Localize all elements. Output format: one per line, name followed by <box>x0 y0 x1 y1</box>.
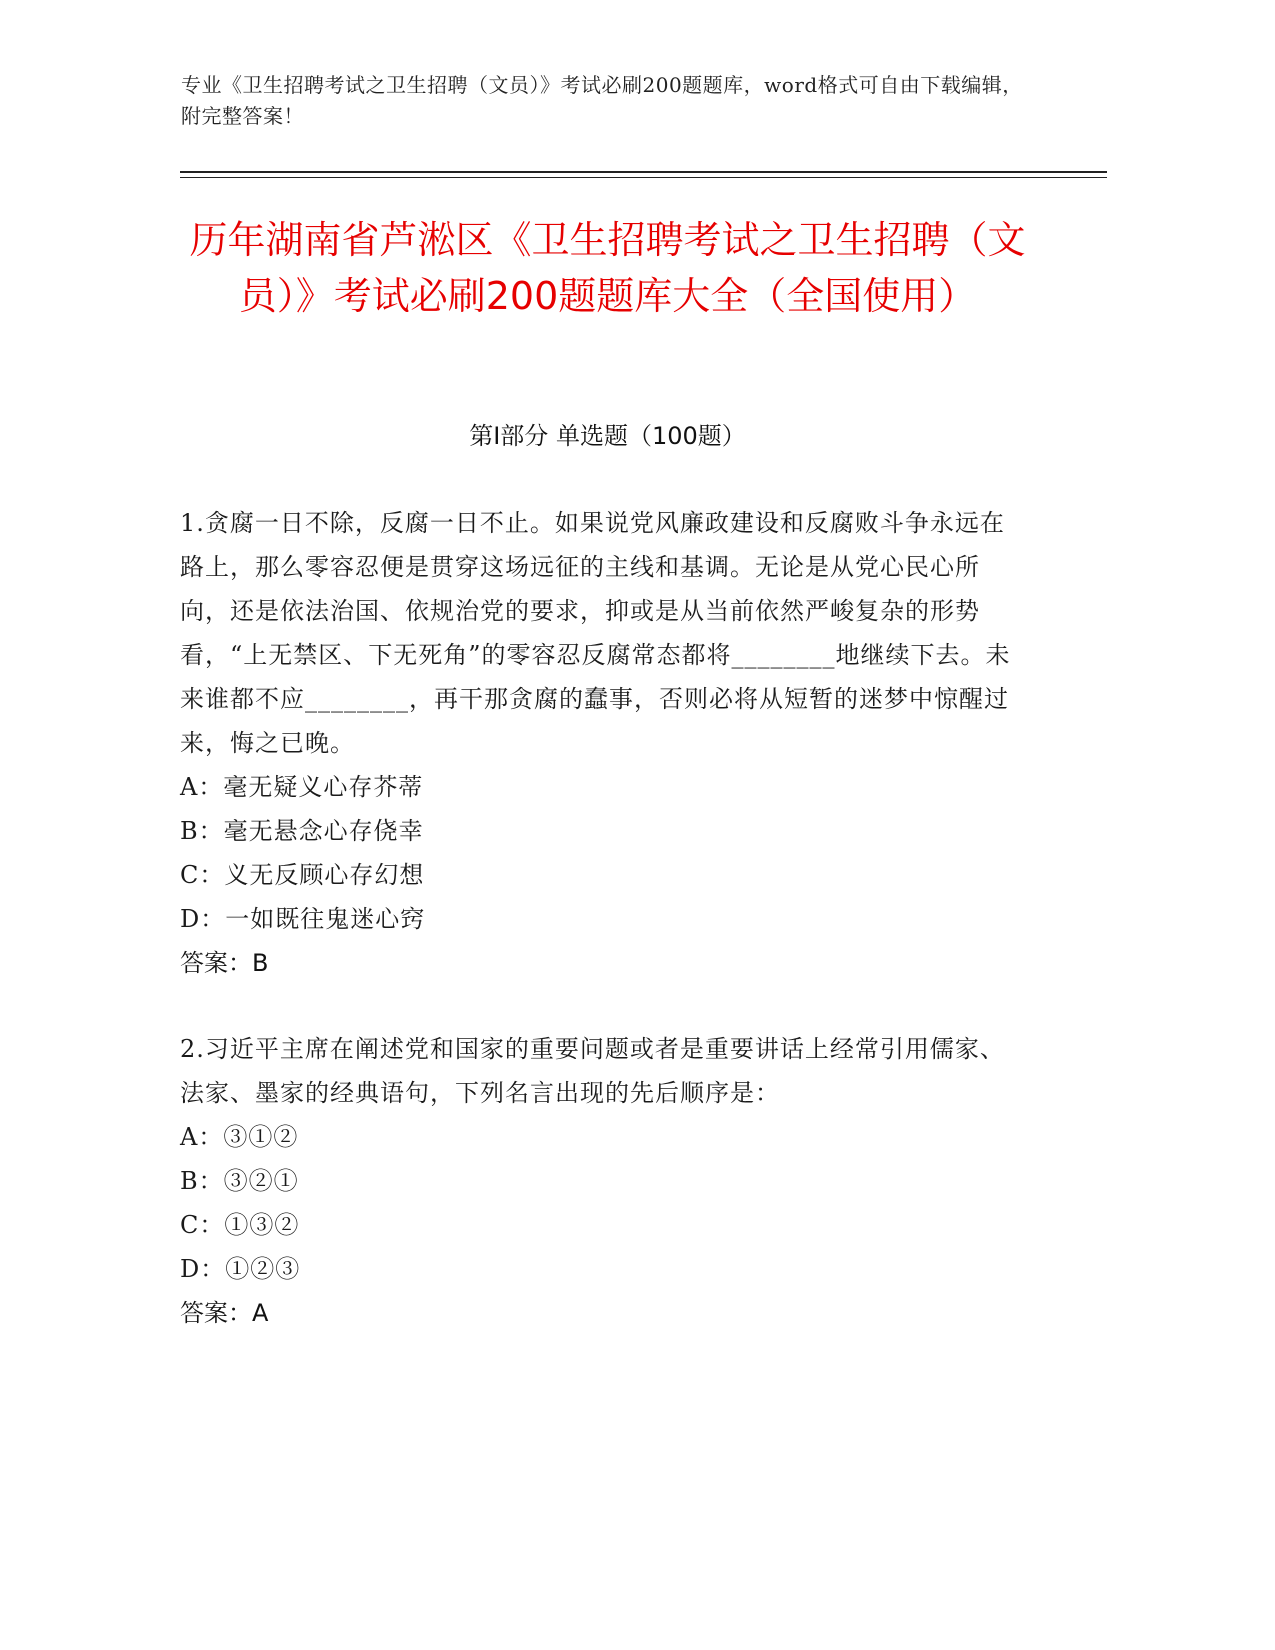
question-stem: 2.习近平主席在阐述党和国家的重要问题或者是重要讲话上经常引用儒家、法家、墨家的经典语句，下列名言出现的先后顺序是： <box>180 1035 1005 1107</box>
option-c: C：①③② <box>180 1211 300 1239</box>
option-b: B：③②① <box>180 1167 299 1195</box>
option-d: D：①②③ <box>180 1255 301 1283</box>
section-heading: 第Ⅰ部分 单选题（100题） <box>469 422 746 450</box>
question-block <box>180 1027 1020 1335</box>
question-block <box>180 501 1020 985</box>
header-note: 专业《卫生招聘考试之卫生招聘（文员）》考试必刷200题题库，word格式可自由下载编辑，附完整答案！ <box>181 73 1023 128</box>
document-title: 历年湖南省芦淞区《卫生招聘考试之卫生招聘（文员）》考试必刷200题题库大全（全国使用） <box>189 218 1026 318</box>
option-a: A：毫无疑义心存芥蒂 <box>180 773 424 801</box>
option-a: A：③①② <box>180 1123 299 1151</box>
answer-line: 答案：A <box>180 1299 269 1327</box>
header-divider-thick <box>180 171 1107 173</box>
question-stem: 1.贪腐一日不除，反腐一日不止。如果说党风廉政建设和反腐败斗争永远在路上，那么零容忍便是贯穿这场远征的主线和基调。无论是从党心民心所向，还是依法治国、依规治党的要求，抑或是从当前依然严峻复杂的形势看，“上无禁区、下无死角”的零容忍反腐常态都将________地继续下去。未来谁都不应________，再干那贪腐的蠢事，否则必将从短暂的迷梦中惊醒过来，悔之已晚。 <box>180 509 1011 757</box>
option-d: D：一如既往鬼迷心窍 <box>180 905 426 933</box>
answer-line: 答案：B <box>180 949 269 977</box>
option-c: C：义无反顾心存幻想 <box>180 861 425 889</box>
header-divider-thin <box>180 177 1107 178</box>
option-b: B：毫无悬念心存侥幸 <box>180 817 424 845</box>
